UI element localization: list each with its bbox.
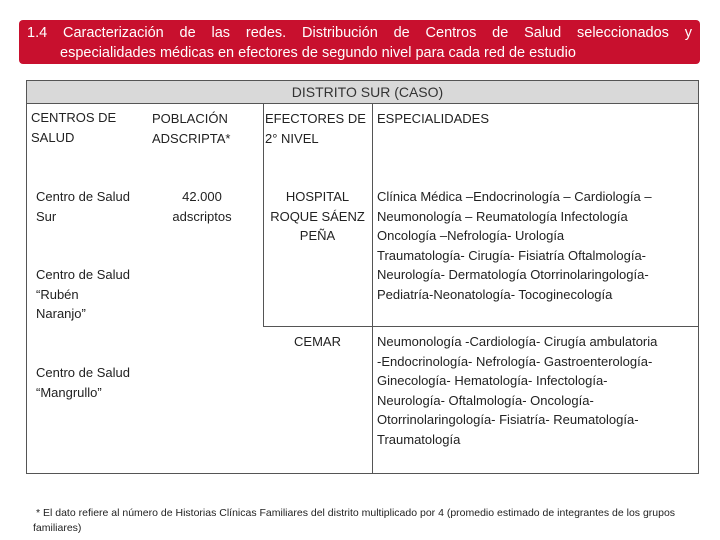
centro-ruben-naranjo: Centro de Salud “Rubén Naranjo” xyxy=(36,267,130,321)
header-especialidades: ESPECIALIDADES xyxy=(377,111,489,126)
title-line-1: 1.4 Caracterización de las redes. Distribución de Centros de Salud seleccionados y xyxy=(27,25,692,41)
title-banner xyxy=(19,20,700,64)
header-centros: CENTROS DE SALUD xyxy=(31,110,117,145)
title-line-2: especialidades médicas en efectores de segundo nivel para cada red de estudio xyxy=(60,45,576,61)
divider-row-cemar xyxy=(263,326,698,327)
header-efectores: EFECTORES DE 2° NIVEL xyxy=(265,111,366,146)
especialidades-cemar: Neumonología -Cardiología- Cirugía ambulatoria -Endocrinología- Nefrología- Gastroenterología- Ginecología- Hematología- Infectología- Neurología- Oftalmología- Oncología- Otorrinolaringología- Fisiatría- Reumatología- Traumatología xyxy=(377,334,658,447)
header-poblacion: POBLACIÓN ADSCRIPTA* xyxy=(152,111,231,146)
footnote-line-2: familiares) xyxy=(33,522,82,534)
footnote-line-1: * El dato refiere al número de Historias Clínicas Familiares del distrito multiplicado por 4 (promedio estimado de integrantes de los grupos xyxy=(36,507,676,519)
divider-col-4 xyxy=(372,103,373,473)
poblacion-value: 42.000 adscriptos xyxy=(172,189,232,224)
table-title-row xyxy=(27,81,698,104)
especialidades-hospital: Clínica Médica –Endocrinología – Cardiología – Neumonología – Reumatología Infectología Oncología –Nefrología- Urología Traumatología- Cirugía- Fisiatría Oftalmología- Neurología- Dermatología Otorrinolaringología- Pediatría-Neonatología- Tocoginecología xyxy=(377,189,652,302)
efector-cemar: CEMAR xyxy=(294,334,341,349)
centro-sur: Centro de Salud Sur xyxy=(36,189,130,224)
table-title: DISTRITO SUR (CASO) xyxy=(291,84,444,100)
centro-mangrullo: Centro de Salud “Mangrullo” xyxy=(36,365,130,400)
efector-hospital: HOSPITAL ROQUE SÁENZ PEÑA xyxy=(270,189,365,243)
footnote xyxy=(33,506,720,536)
distribution-table xyxy=(26,80,699,474)
